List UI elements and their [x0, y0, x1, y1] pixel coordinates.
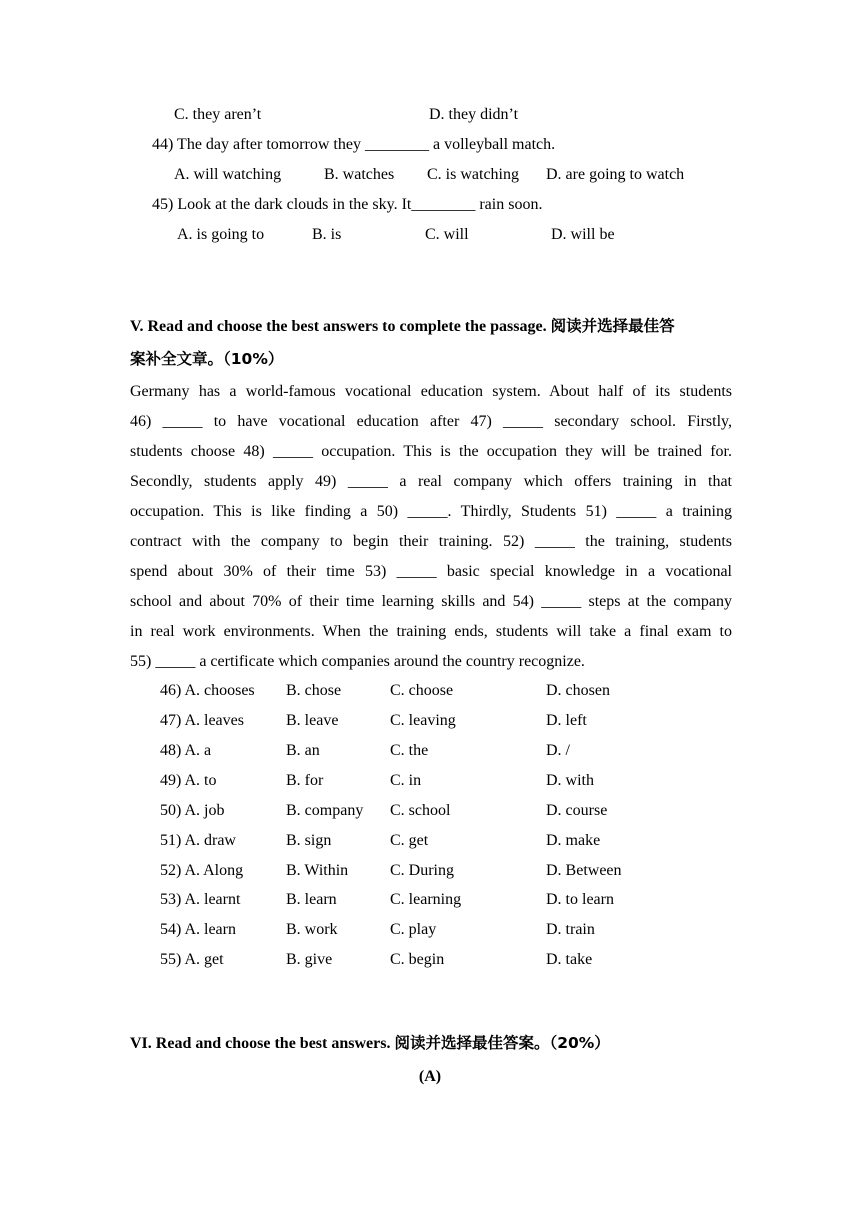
option-48-b: B. an — [286, 742, 320, 759]
option-49-c: C. in — [390, 772, 422, 789]
option-51-c: C. get — [390, 832, 429, 849]
option-54-b: B. work — [286, 921, 338, 938]
q44-option-d: D. are going to watch — [546, 166, 685, 183]
option-53-d: D. to learn — [546, 891, 614, 908]
passage-line: students choose 48) _____ occupation. This is the occupation they will be trained for. — [130, 443, 732, 460]
option-53-c: C. learning — [390, 891, 462, 908]
option-48-d: D. / — [546, 742, 570, 759]
option-48-a: 48) A. a — [160, 742, 212, 759]
option-55-d: D. take — [546, 951, 593, 968]
passage-line: in real work environments. When the training ends, students will take a final exam to — [130, 623, 732, 640]
section-5-heading-cn-2: 案补全文章。（10%） — [130, 350, 284, 368]
passage-line: spend about 30% of their time 53) _____ basic special knowledge in a vocational — [130, 563, 732, 580]
q45-option-d: D. will be — [551, 226, 615, 243]
section-6-heading-en: VI. Read and choose the best answers. — [130, 1035, 391, 1052]
option-54-d: D. train — [546, 921, 595, 938]
q44-option-a: A. will watching — [174, 166, 282, 183]
section-6-subheading: (A) — [418, 1068, 442, 1085]
option-47-b: B. leave — [286, 712, 339, 729]
option-55-b: B. give — [286, 951, 333, 968]
q45-stem: 45) Look at the dark clouds in the sky. It________ rain soon. — [152, 196, 543, 213]
section-5-heading — [130, 316, 675, 337]
option-47-d: D. left — [546, 712, 587, 729]
passage — [130, 377, 732, 677]
option-46-c: C. choose — [390, 682, 454, 699]
option-55-a: 55) A. get — [160, 951, 224, 968]
option-48-c: C. the — [390, 742, 429, 759]
option-54-c: C. play — [390, 921, 437, 938]
q45-option-a: A. is going to — [177, 226, 265, 243]
q44-option-b: B. watches — [324, 166, 395, 183]
option-51-b: B. sign — [286, 832, 332, 849]
passage-line: Secondly, students apply 49) _____ a real company which offers training in that — [130, 473, 732, 490]
option-50-b: B. company — [286, 802, 364, 819]
option-46-a: 46) A. chooses — [160, 682, 255, 699]
option-55-c: C. begin — [390, 951, 445, 968]
option-54-a: 54) A. learn — [160, 921, 236, 938]
section-5-heading-cn: 阅读并选择最佳答 — [550, 317, 675, 335]
option-51-d: D. make — [546, 832, 601, 849]
option-52-d: D. Between — [546, 862, 622, 879]
option-46-d: D. chosen — [546, 682, 610, 699]
option-49-d: D. with — [546, 772, 594, 789]
q43-option-d: D. they didn’t — [429, 106, 519, 123]
option-52-a: 52) A. Along — [160, 862, 244, 879]
passage-line: 55) _____ a certificate which companies around the country recognize. — [130, 653, 585, 670]
passage-line: school and about 70% of their time learning skills and 54) _____ steps at the company — [130, 593, 732, 610]
option-50-a: 50) A. job — [160, 802, 225, 819]
passage-line: Germany has a world-famous vocational education system. About half of its students — [130, 383, 732, 400]
passage-line: occupation. This is like finding a 50) _____. Thirdly, Students 51) _____ a training — [130, 503, 732, 520]
q43-option-c: C. they aren’t — [174, 106, 262, 123]
section-5-heading-cont — [130, 349, 283, 370]
section-6-heading-cn: 阅读并选择最佳答案。（20%） — [394, 1034, 610, 1052]
option-51-a: 51) A. draw — [160, 832, 236, 849]
option-50-d: D. course — [546, 802, 608, 819]
option-50-c: C. school — [390, 802, 451, 819]
option-52-c: C. During — [390, 862, 454, 879]
q44-option-c: C. is watching — [427, 166, 519, 183]
passage-line: contract with the company to begin their training. 52) _____ the training, students — [130, 533, 732, 550]
section-5-heading-en: V. Read and choose the best answers to complete the passage. — [130, 318, 547, 335]
option-49-a: 49) A. to — [160, 772, 217, 789]
option-46-b: B. chose — [286, 682, 342, 699]
option-47-c: C. leaving — [390, 712, 456, 729]
option-49-b: B. for — [286, 772, 324, 789]
passage-line: 46) _____ to have vocational education after 47) _____ secondary school. Firstly, — [130, 413, 732, 430]
option-53-a: 53) A. learnt — [160, 891, 241, 908]
option-53-b: B. learn — [286, 891, 337, 908]
option-52-b: B. Within — [286, 862, 349, 879]
section-6-heading — [130, 1033, 610, 1054]
option-47-a: 47) A. leaves — [160, 712, 244, 729]
q44-stem: 44) The day after tomorrow they ________ a volleyball match. — [152, 136, 556, 153]
q45-option-b: B. is — [312, 226, 342, 243]
q45-option-c: C. will — [425, 226, 469, 243]
